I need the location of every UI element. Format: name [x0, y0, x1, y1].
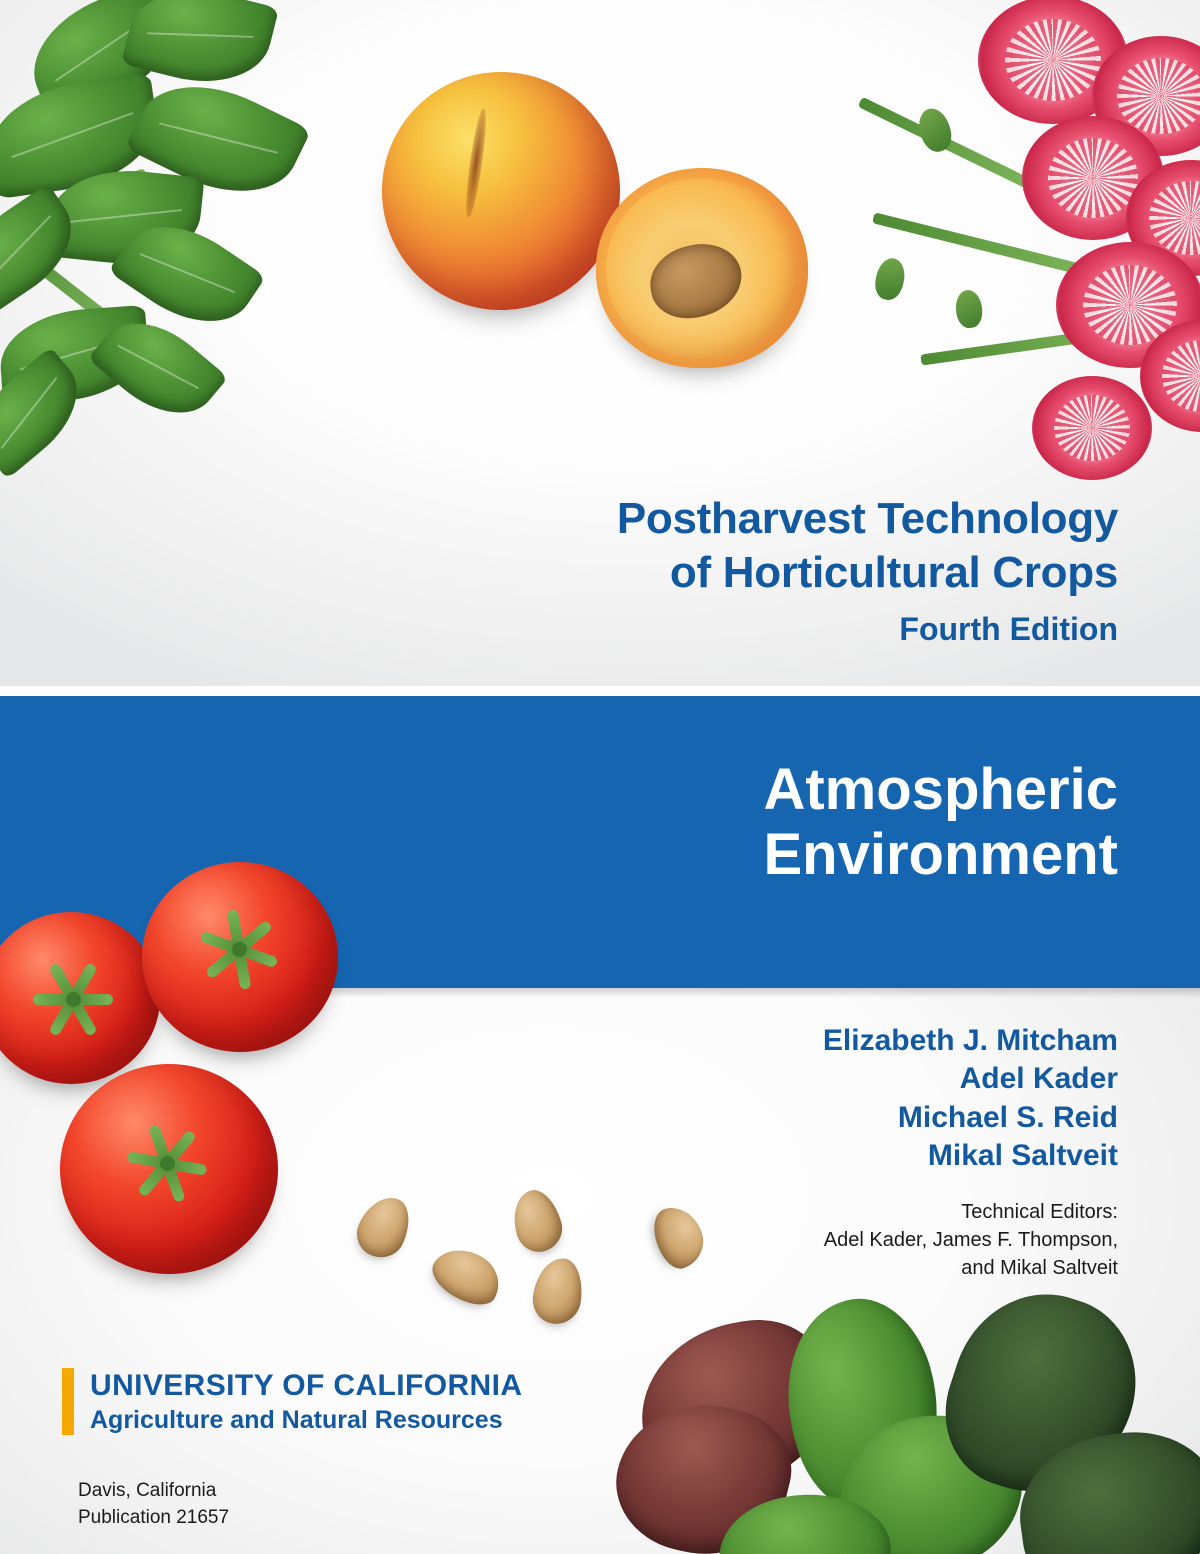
basil-plant-photo — [0, 0, 350, 500]
series-title-line-2: of Horticultural Crops — [669, 547, 1118, 597]
carnation-bud — [872, 256, 908, 303]
technical-editors-line-2: and Mikal Saltveit — [961, 1257, 1118, 1280]
tomato-calyx — [202, 912, 276, 986]
carnation-bud — [954, 289, 984, 330]
carnation-flower — [1032, 376, 1152, 480]
author-name: Michael S. Reid — [897, 1100, 1118, 1134]
series-title-line-1: Postharvest Technology — [616, 494, 1118, 543]
imprint-block — [78, 1478, 229, 1532]
volume-title-line-1: Atmospheric — [763, 757, 1118, 822]
tomato-calyx — [130, 1126, 204, 1200]
volume-title-line-2: Environment — [763, 821, 1118, 887]
publisher-logo — [62, 1368, 522, 1435]
gold-accent-bar — [62, 1368, 74, 1435]
author-name: Elizabeth J. Mitcham — [822, 1024, 1118, 1057]
authors-block — [498, 1022, 1118, 1283]
author-name: Adel Kader — [959, 1062, 1118, 1096]
series-title-block — [378, 492, 1118, 648]
pink-carnations-photo — [810, 0, 1200, 510]
whole-peach-photo — [382, 72, 620, 310]
imprint-publication-number: Publication 21657 — [78, 1506, 230, 1528]
tomato-calyx — [36, 962, 110, 1036]
band-top-rule — [0, 686, 1200, 696]
imprint-location: Davis, California — [78, 1480, 217, 1501]
author-name: Mikal Saltveit — [927, 1139, 1118, 1173]
edition-label: Fourth Edition — [899, 611, 1118, 648]
publisher-division: Agriculture and Natural Resources — [90, 1406, 503, 1435]
publisher-name: UNIVERSITY OF CALIFORNIA — [90, 1369, 523, 1402]
technical-editors-line-1: Adel Kader, James F. Thompson, — [823, 1228, 1118, 1251]
leafy-greens-photo — [600, 1284, 1200, 1554]
technical-editors-label: Technical Editors: — [961, 1200, 1118, 1223]
technical-editors-block — [498, 1198, 1118, 1283]
volume-title-block — [418, 758, 1118, 888]
